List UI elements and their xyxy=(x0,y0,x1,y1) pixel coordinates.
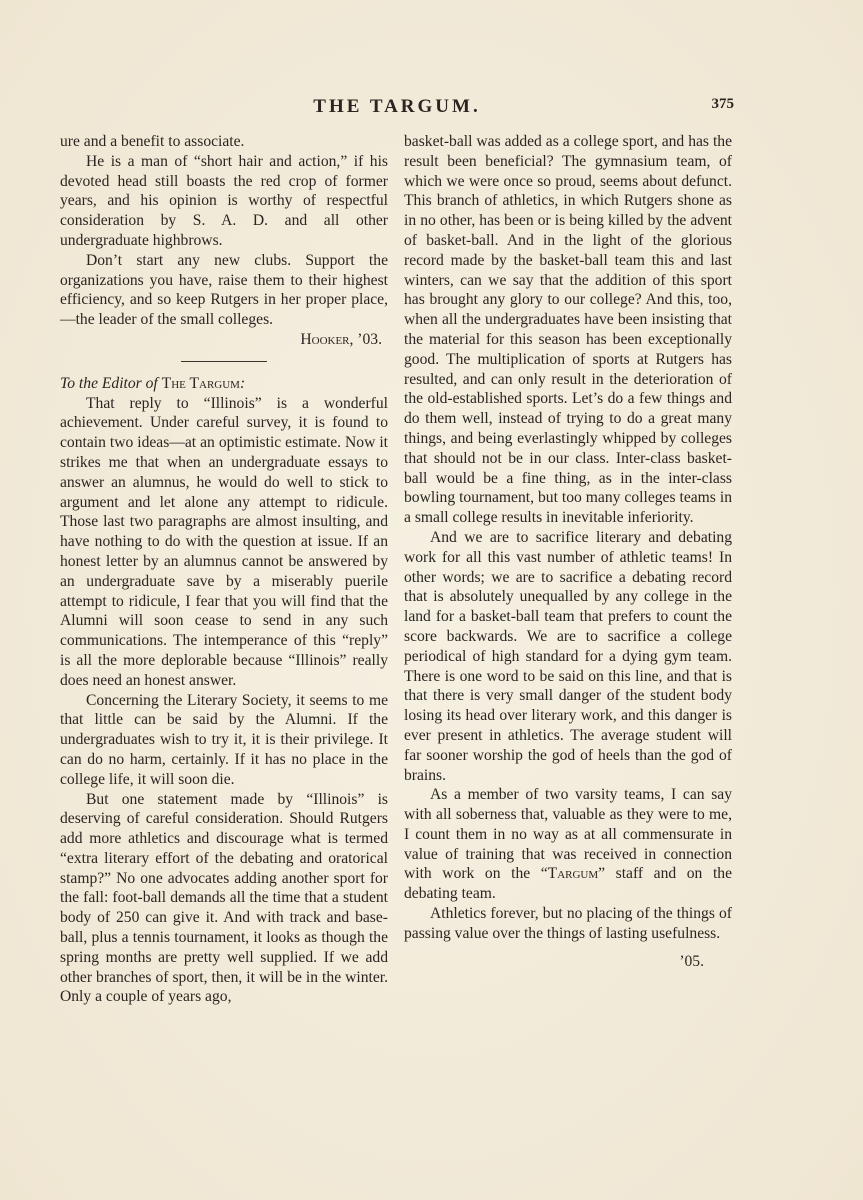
text-run: staff and on the debating team. xyxy=(404,865,732,903)
letter-salutation xyxy=(60,374,388,394)
running-header xyxy=(60,96,734,120)
publication-name: “Targum” xyxy=(540,865,606,883)
paragraph: Concerning the Literary Society, it seems to me that little can be said by the Alumni. If the undergraduates wish to try it, it is their privilege. It can do no harm, certainly. If it has no place in the college life, it will soon die. xyxy=(60,691,388,788)
right-column xyxy=(404,132,732,971)
letter-signature: Hooker, ’03. xyxy=(300,330,382,348)
paragraph-continuation: basket-ball was added as a college sport, and has the result been beneficial? The gymnasium team, of which we were once so proud, seems about defunct. This branch of athletics, in which Rutgers shone as in no other, has been or is being killed by the advent of basket-ball. And in the light of the glorious record made by the basket-ball team this and last winters, can we say that the addition of this sport has brought any glory to our college? And this, too, when all the undergraduates have been insisting that the material for this season has been exceptionally good. The multiplication of sports at Rutgers has resulted, and can only result in the deterioration of the old-established sports. Let’s do a few things and do them well, instead of trying to do a great many things, and being everlastingly whipped by colleges that should not be in our class. Inter-class basket-ball would be a fine thing, as in the inter-class bowling tournament, but too many colleges teams in a small college results in inevitable inferiority. xyxy=(404,133,732,527)
paragraph: That reply to “Illinois” is a wonderful achievement. Under careful survey, it is found to contain two ideas—at an optimistic estimate. Now it strikes me that when an undergraduate essays to answer an alumnus, he would do well to stick to argument and let alone any attempt to ridicule. Those last two paragraphs are almost insulting, and have nothing to do with the question at issue. If an honest letter by an alumnus cannot be answered by an undergraduate save by a miserably puerile attempt to ridicule, I fear that you will find that the Alumni will soon cease to send in any such communications. The intemperance of this “reply” is all the more deplorable because “Illinois” really does need an honest answer. xyxy=(60,394,388,689)
paragraph: But one statement made by “Illinois” is deserving of careful consideration. Should Rutgers add more athletics and discourage what is termed “extra literary effort of the debating and oratorical stamp?” No one advocates adding another sport for the fall: foot-ball demands all the time that a student body of 250 can give it. And with track and base-ball, plus a tennis tournament, it looks as though the spring months are pretty well supplied. If we add other branches of sport, then, it will be in the winter. Only a couple of years ago, xyxy=(60,790,388,1006)
salutation-prefix: To the Editor of xyxy=(60,374,162,392)
paragraph-continuation: ure and a benefit to associate. xyxy=(60,133,245,150)
divider-rule xyxy=(181,361,267,362)
paragraph: Athletics forever, but no placing of the things of passing value over the things of lasting usefulness. xyxy=(404,905,732,942)
letter-signature: ’05. xyxy=(679,952,704,970)
paragraph: He is a man of “short hair and action,” if his devoted head still boasts the red crop of former years, and his opinion is worthy of respectful consideration by S. A. D. and all other undergraduate highbrows. xyxy=(60,152,388,249)
salutation-publication: The Targum xyxy=(161,374,240,392)
left-column xyxy=(60,132,388,1007)
paragraph: Don’t start any new clubs. Support the organizations you have, raise them to their highest efficiency, and so keep Rutgers in her proper place,—the leader of the small colleges. xyxy=(60,251,388,329)
journal-title: THE TARGUM. xyxy=(313,96,481,117)
text-run: As a member of two varsity teams, I can say with all soberness that, valuable as they were to me, I count them in no way as at all commensurate in value of training that was received in connection with work on the xyxy=(404,786,732,883)
salutation-suffix: : xyxy=(239,374,246,392)
paragraph xyxy=(404,785,732,904)
page-number: 375 xyxy=(711,96,734,112)
paragraph: And we are to sacrifice literary and debating work for all this vast number of athletic teams! In other words; we are to sacrifice a debating record that is absolutely unequalled by any college in the land for a basket-ball team that prefers to count the score backwards. We are to sacrifice a college periodical of high standard for a dying gym team. There is one word to be said on this line, and that is that there is very small danger of the student body losing its head over literary work, and this danger is ever present in athletics. The average student will far sooner worship the god of heels than the god of brains. xyxy=(404,528,732,784)
